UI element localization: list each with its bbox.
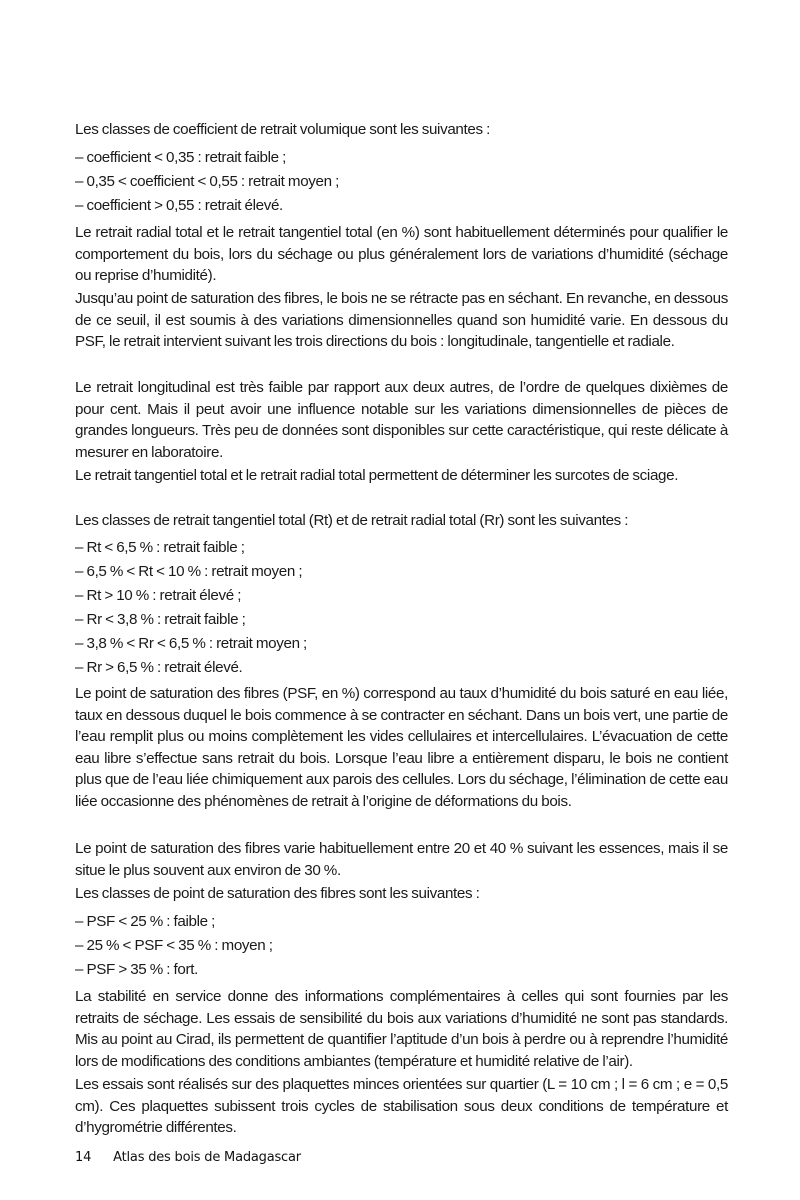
list-item: – 3,8 % < Rr < 6,5 % : retrait moyen ; bbox=[75, 635, 307, 652]
list-item: – Rr > 6,5 % : retrait élevé. bbox=[75, 659, 243, 676]
paragraph-rt-rr-classes-intro: Les classes de retrait tangentiel total (Rt) et de retrait radial total (Rr) sont les suivantes : bbox=[75, 512, 629, 529]
paragraph-fiber-saturation-shrinkage: Jusqu’au point de saturation des fibres, le bois ne se rétracte pas en séchant. En revanche, en dessous de ce seuil, il est soumis à des variations dimensionnelles quand son humidité varie. En dessous du PSF, le retrait intervient suivant les trois directions du bois : longitudinale, tangentielle et radiale. bbox=[75, 290, 728, 350]
list-item: – PSF > 35 % : fort. bbox=[75, 961, 198, 978]
list-item: – 0,35 < coefficient < 0,55 : retrait moyen ; bbox=[75, 173, 339, 190]
paragraph-psf-classes-intro: Les classes de point de saturation des fibres sont les suivantes : bbox=[75, 885, 480, 902]
list-item: – Rr < 3,8 % : retrait faible ; bbox=[75, 611, 246, 628]
paragraph-shrinkage-classes-intro: Les classes de coefficient de retrait volumique sont les suivantes : bbox=[75, 121, 490, 138]
paragraph-psf-range: Le point de saturation des fibres varie habituellement entre 20 et 40 % suivant les essences, mais il se situe le plus souvent aux environ de 30 %. bbox=[75, 840, 728, 879]
list-item: – 25 % < PSF < 35 % : moyen ; bbox=[75, 937, 273, 954]
paragraph-sawing-allowance: Le retrait tangentiel total et le retrait radial total permettent de déterminer les surcotes de sciage. bbox=[75, 467, 679, 484]
list-item: – Rt < 6,5 % : retrait faible ; bbox=[75, 539, 245, 556]
list-item: – Rt > 10 % : retrait élevé ; bbox=[75, 587, 242, 604]
list-item: – coefficient > 0,55 : retrait élevé. bbox=[75, 197, 283, 214]
running-title: Atlas des bois de Madagascar bbox=[113, 1150, 301, 1165]
list-item: – coefficient < 0,35 : retrait faible ; bbox=[75, 149, 286, 166]
paragraph-radial-tangential: Le retrait radial total et le retrait tangentiel total (en %) sont habituellement déterminés pour qualifier le comportement du bois, lors du séchage ou plus généralement lors de variations d’humidité (séchage ou reprise d’humidité). bbox=[75, 224, 728, 284]
list-item: – PSF < 25 % : faible ; bbox=[75, 913, 215, 930]
paragraph-service-stability: La stabilité en service donne des informations complémentaires à celles qui sont fournies par les retraits de séchage. Les essais de sensibilité du bois aux variations d’humidité ne sont pas standards. Mis au point au Cirad, ils permettent de quantifier l’aptitude d’un bois à perdre ou à reprendre l’humidité lors de modifications des conditions ambiantes (température et humidité relative de l’air). bbox=[75, 988, 728, 1070]
page-footer bbox=[75, 1150, 301, 1165]
paragraph-psf-definition: Le point de saturation des fibres (PSF, en %) correspond au taux d’humidité du bois saturé en eau liée, taux en dessous duquel le bois commence à se contracter en séchant. Dans un bois vert, une partie de l’eau remplit plus ou moins complètement les vides cellulaires et intercellulaires. L’évacuation de cette eau libre s’effectue sans retrait du bois. Lorsque l’eau libre a entièrement disparu, le bois ne contient plus que de l’eau liée chimiquement aux parois des cellules. Lors du séchage, l’élimination de cette eau liée occasionne des phénomènes de retrait à l’origine de déformations du bois. bbox=[75, 685, 728, 810]
paragraph-test-specimens: Les essais sont réalisés sur des plaquettes minces orientées sur quartier (L = 10 cm ; l = 6 cm ; e = 0,5 cm). Ces plaquettes subissent trois cycles de stabilisation sous deux conditions de température et d’hygrométrie différentes. bbox=[75, 1076, 728, 1136]
list-item: – 6,5 % < Rt < 10 % : retrait moyen ; bbox=[75, 563, 303, 580]
paragraph-longitudinal-shrinkage: Le retrait longitudinal est très faible par rapport aux deux autres, de l’ordre de quelques dixièmes de pour cent. Mais il peut avoir une influence notable sur les variations dimensionnelles de pièces de grandes longueurs. Très peu de données sont disponibles sur cette caractéristique, qui reste délicate à mesurer en laboratoire. bbox=[75, 379, 728, 461]
page-number: 14 bbox=[75, 1150, 92, 1165]
